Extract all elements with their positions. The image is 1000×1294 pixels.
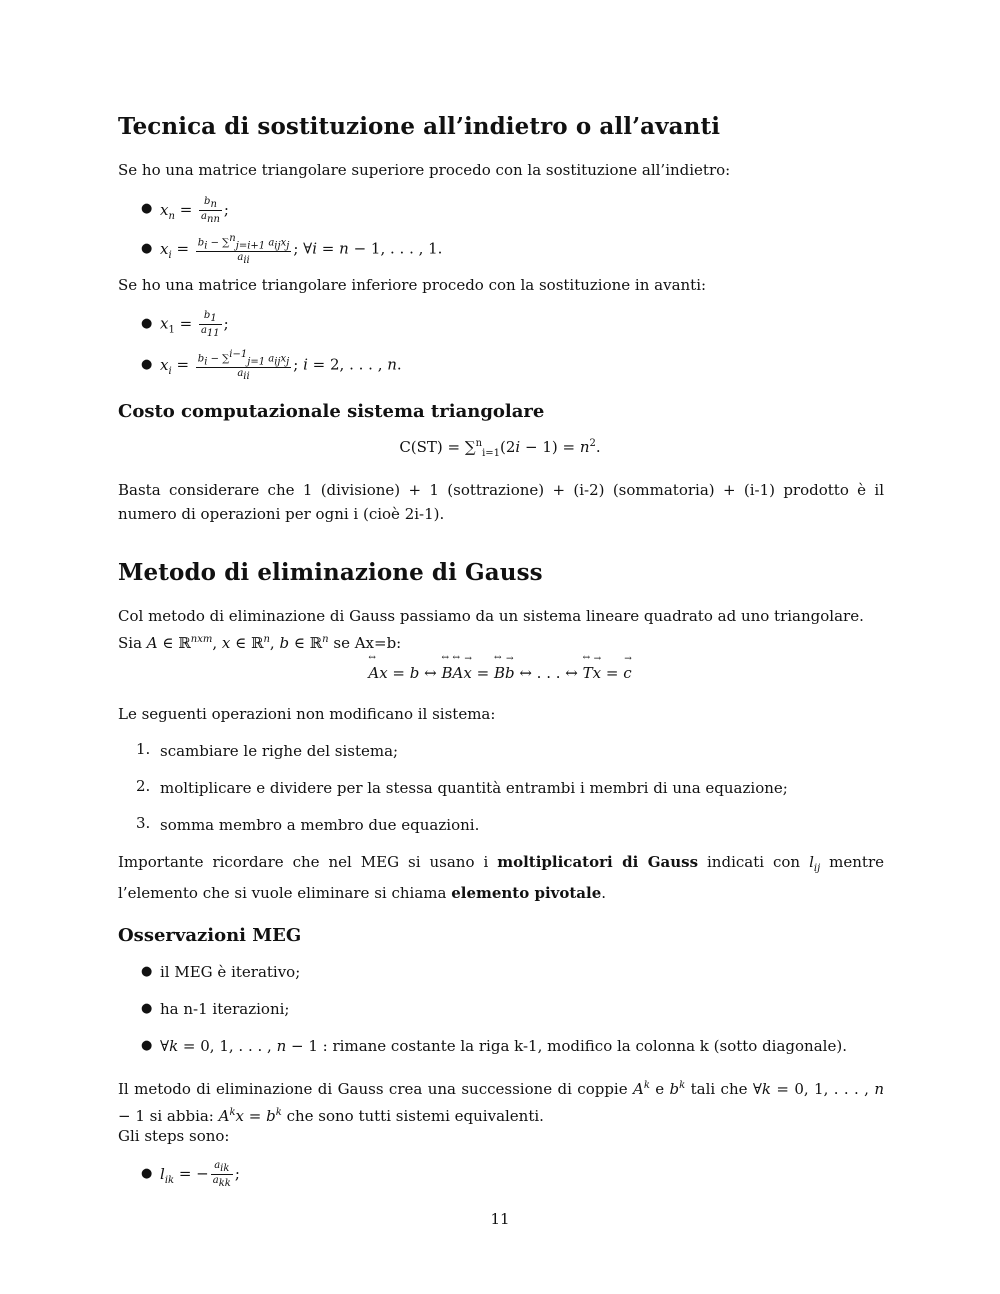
equivalence-chain: ↔ Ax = b ↔ ↔ B↔ A→ x = ↔ B→ b ↔ . . . ↔ ↔ T→ x = → c xyxy=(0,664,1000,682)
meg-para-bold-multipliers: moltiplicatori di Gauss xyxy=(497,853,699,871)
ops-item-2: moltiplicare e dividere per la stessa quantità entrambi i membri di una equazione; xyxy=(160,779,788,797)
page-number: 11 xyxy=(490,1210,510,1228)
obs-item-2: ha n-1 iterazioni; xyxy=(160,1000,290,1018)
steps-intro: Gli steps sono: xyxy=(118,1127,230,1145)
obs-item-3: ∀k = 0, 1, . . . , n − 1 : rimane costante la riga k-1, modifico la colonna k (sotto diagonale). xyxy=(160,1037,847,1055)
bullet: ● xyxy=(141,241,153,256)
gauss-intro: Col metodo di eliminazione di Gauss passiamo da un sistema lineare quadrato ad uno triangolare. xyxy=(118,607,864,625)
succ-para-c: tali che xyxy=(685,1080,753,1098)
bullet: ● xyxy=(141,316,153,331)
gauss-sets-line: Sia A ∈ ℝ$^{nxm}$, x ∈ ℝ$^n$, b ∈ ℝ$^n$ se Ax=b: xyxy=(118,634,402,652)
succ-para-b: e xyxy=(649,1080,670,1098)
formula-x1: $x_1$ = $\frac{b_1}{a_{11}}$ ; xyxy=(160,310,229,339)
meg-para-bold-pivot: elemento pivotale xyxy=(451,884,602,902)
bullet: ● xyxy=(141,357,153,372)
cost-formula: $C(ST) = \sum^n_{i=1}(2i - 1) = n^2$. xyxy=(399,438,601,459)
ops-item-1: scambiare le righe del sistema; xyxy=(160,742,399,760)
ops-item-3: somma membro a membro due equazioni. xyxy=(160,816,480,834)
ops-number-1: 1. xyxy=(136,740,151,758)
meg-para-c: indicati con xyxy=(698,853,810,871)
obs-item-1: il MEG è iterativo; xyxy=(160,963,301,981)
obs-item-3-text: : rimane costante la riga k-1, modifico la colonna k (sotto diagonale). xyxy=(317,1037,847,1055)
bullet: ● xyxy=(141,1166,153,1181)
section-title-gauss: Metodo di eliminazione di Gauss xyxy=(118,559,543,586)
bullet: ● xyxy=(141,1001,153,1016)
succ-para-e: che sono tutti sistemi equivalenti. xyxy=(281,1107,544,1125)
meg-para-a: Importante ricordare che nel MEG si usano i xyxy=(118,853,498,871)
subsection-title-observations: Osservazioni MEG xyxy=(118,925,302,946)
cost-paragraph: Basta considerare che 1 (divisione) + 1 (sottrazione) + (i-2) (sommatoria) + (i-1) prodotto è il numero di operazioni per ogni i (cioè 2i-1). xyxy=(118,481,884,523)
bullet: ● xyxy=(141,964,153,979)
section-title-substitution: Tecnica di sostituzione all’indietro o all’avanti xyxy=(118,113,721,140)
formula-xi-back: $x_i$ = $\frac{b_i - \sum^n_{j=i+1} a_{ij}x_j}{a_{ii}}$ ; ∀i = n − 1, . . . , 1. xyxy=(160,233,443,267)
succ-para-d: si abbia: xyxy=(144,1107,219,1125)
bullet: ● xyxy=(141,1038,153,1053)
ops-intro: Le seguenti operazioni non modificano il sistema: xyxy=(118,705,496,723)
subsection-title-cost: Costo computazionale sistema triangolare xyxy=(118,401,545,422)
meg-paragraph: Importante ricordare che nel MEG si usano i moltiplicatori di Gauss indicati con $l_{ij}$ mentre l’elemento che si vuole eliminare si chiama elemento pivotale. xyxy=(118,853,884,902)
meg-para-f: . xyxy=(601,884,607,902)
cost-formula-lhs: C(ST) = xyxy=(399,438,465,456)
succ-para-a: Il metodo di eliminazione di Gauss crea una successione di coppie xyxy=(118,1080,633,1098)
bullet: ● xyxy=(141,201,153,216)
formula-lik: $l_{ik}$ = − $\frac{a_{ik}}{a_{kk}}$ ; xyxy=(160,1160,240,1189)
formula-xi-forward: $x_i$ = $\frac{b_i - \sum^{i-1}_{j=1} a_{ij}x_j}{a_{ii}}$ ; i = 2, . . . , n. xyxy=(160,349,402,383)
intro-lower: Se ho una matrice triangolare inferiore procedo con la sostituzione in avanti: xyxy=(118,276,707,294)
formula-xn: $x_n$ = $\frac{b_n}{a_{nn}}$ ; xyxy=(160,196,229,225)
intro-upper: Se ho una matrice triangolare superiore procedo con la sostituzione all’indietro: xyxy=(118,161,731,179)
succession-paragraph: Il metodo di eliminazione di Gauss crea una successione di coppie $A^k$ e $b^k$ tali che ∀k = 0, 1, . . . , n − 1 si abbia: $A^kx = b^k$ che sono tutti sistemi equivalenti. xyxy=(118,1080,884,1125)
ops-number-2: 2. xyxy=(136,777,151,795)
meg-para-d: mentre l’elemento che si vuole eliminare si chiama xyxy=(118,853,884,902)
ops-number-3: 3. xyxy=(136,814,151,832)
